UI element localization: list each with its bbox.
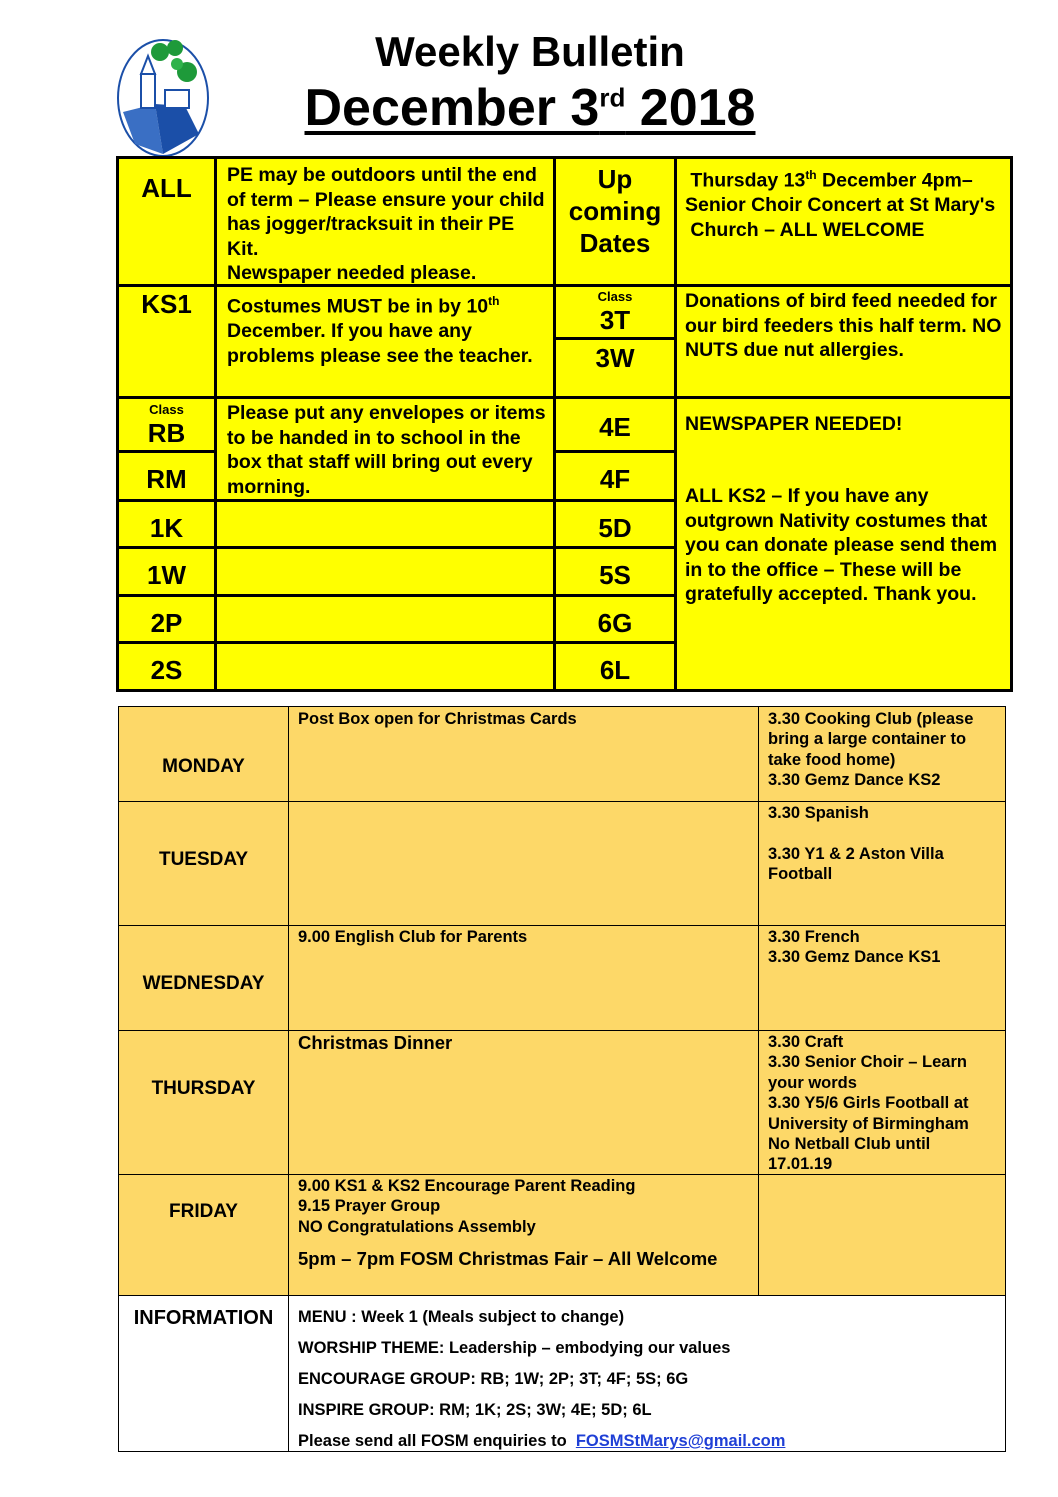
costumes-notice: Costumes MUST be in by 10th December. If you have any problems please see the teacher. (227, 294, 533, 367)
wednesday-clubs: 3.30 French 3.30 Gemz Dance KS1 (768, 928, 941, 967)
inspire-group: INSPIRE GROUP: RM; 1K; 2S; 3W; 4E; 5D; 6L (298, 1401, 652, 1419)
day-monday: MONDAY (162, 756, 245, 777)
friday-main: 9.00 KS1 & KS2 Encourage Parent Reading 9.15 Prayer Group NO Congratulations Assembly 5pm – 7pm FOSM Christmas Fair – All Welcome (298, 1176, 753, 1270)
class-2p: 2P (150, 608, 183, 638)
class-rb: RB (147, 418, 186, 448)
information-content (298, 1307, 998, 1462)
monday-main: Post Box open for Christmas Cards (298, 710, 577, 728)
class-2s: 2S (150, 655, 183, 685)
class-6g: 6G (597, 608, 633, 638)
upcoming-dates-label: Up coming Dates (568, 164, 662, 258)
class-3w: 3W (595, 343, 635, 373)
class-5d: 5D (598, 513, 632, 543)
class-rm: RM (146, 464, 187, 494)
weekly-schedule-table (118, 706, 1006, 1452)
label-all: ALL (141, 173, 192, 203)
upcoming-dates-text: Thursday 13th December 4pm– Senior Choir Concert at St Mary's Church – ALL WELCOME (685, 168, 996, 241)
bulletin-date: December 3rd 2018 (304, 79, 756, 137)
nativity-notice: ALL KS2 – If you have any outgrown Nativity costumes that you can donate please send them in to the office – These will be gratefully accepted. Thank you. (685, 485, 998, 605)
worship-theme: WORSHIP THEME: Leadership – embodying our values (298, 1339, 731, 1357)
tuesday-clubs: 3.30 Spanish 3.30 Y1 & 2 Aston Villa Football (768, 804, 944, 884)
class-5s: 5S (599, 560, 631, 590)
encourage-group: ENCOURAGE GROUP: RB; 1W; 2P; 3T; 4F; 5S; 6G (298, 1370, 689, 1388)
fosm-email-link[interactable]: FOSMStMarys@gmail.com (575, 1432, 786, 1450)
bulletin-title: Weekly Bulletin (375, 28, 685, 75)
notices-table (116, 156, 1013, 692)
class-3t: 3T (599, 305, 631, 335)
pe-notice: PE may be outdoors until the end of term – Please ensure your child has jogger/tracksuit in their PE Kit. Newspaper needed please. (227, 164, 545, 284)
class-caption-right: Class (597, 289, 633, 304)
menu-info: MENU : Week 1 (Meals subject to change) (298, 1308, 625, 1326)
fosm-enquiries: Please send all FOSM enquiries to FOSMStMarys@gmail.com (298, 1432, 786, 1450)
thursday-clubs: 3.30 Craft 3.30 Senior Choir – Learn your words 3.30 Y5/6 Girls Football at University of Birmingham No Netball Club until 17.01.19 (768, 1033, 969, 1174)
class-caption-left: Class (149, 402, 184, 417)
newspaper-notice: NEWSPAPER NEEDED! (685, 413, 903, 435)
envelopes-notice: Please put any envelopes or items to be handed in to school in the box that staff will bring out every morning. (227, 402, 546, 498)
thursday-main: Christmas Dinner (298, 1032, 453, 1053)
class-1w: 1W (147, 560, 186, 590)
day-friday: FRIDAY (169, 1201, 238, 1222)
christmas-fair-notice: 5pm – 7pm FOSM Christmas Fair – All Welcome (298, 1248, 718, 1270)
school-logo (115, 34, 211, 158)
class-6l: 6L (599, 655, 631, 685)
day-wednesday: WEDNESDAY (142, 973, 265, 994)
day-thursday: THURSDAY (151, 1078, 256, 1099)
class-4e: 4E (599, 412, 631, 442)
monday-clubs: 3.30 Cooking Club (please bring a large container to take food home) 3.30 Gemz Dance KS2 (768, 710, 974, 790)
class-1k: 1K (149, 513, 184, 543)
information-label: INFORMATION (133, 1307, 274, 1329)
label-ks1: KS1 (141, 289, 192, 319)
class-4f: 4F (599, 464, 631, 494)
wednesday-main: 9.00 English Club for Parents (298, 928, 528, 946)
day-tuesday: TUESDAY (158, 849, 249, 870)
bird-feed-notice: Donations of bird feed needed for our bird feeders this half term. NO NUTS due nut allergies. (685, 290, 1002, 361)
